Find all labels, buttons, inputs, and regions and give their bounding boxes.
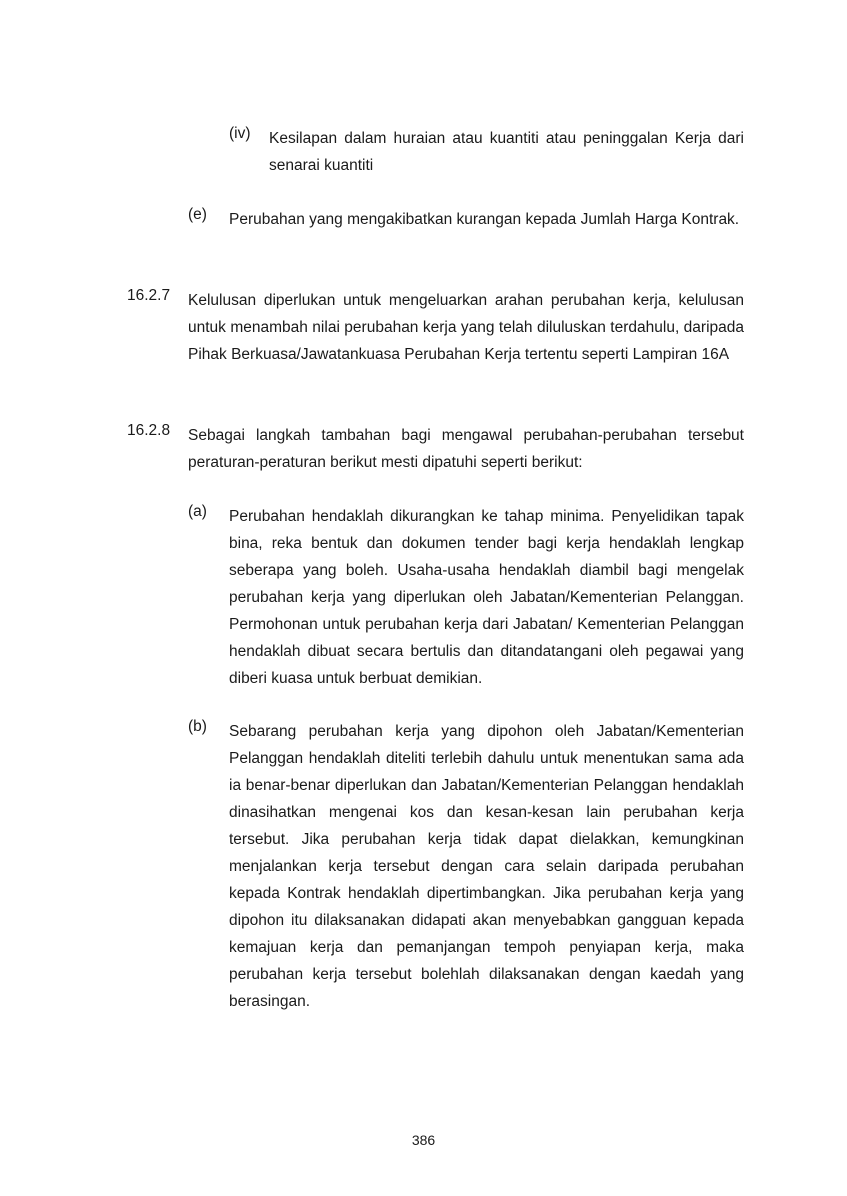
list-item-b: [188, 718, 744, 1015]
list-item-a: [188, 503, 744, 692]
list-item-e: [188, 206, 744, 233]
item-text: Perubahan yang mengakibatkan kurangan kepada Jumlah Harga Kontrak.: [229, 211, 740, 228]
item-text: Perubahan hendaklah dikurangkan ke tahap minima. Penyelidikan tapak bina, reka bentuk dan dokumen tender bagi kerja hendaklah lengkap seberapa yang boleh. Usaha-usaha hendaklah diambil bagi mengelak perubahan kerja yang diperlukan oleh Jabatan/Kementerian Pelanggan. Permohonan untuk perubahan kerja dari Jabatan/ Kementerian Pelanggan hendaklah dibuat secara bertulis dan ditandatangani oleh pegawai yang diberi kuasa untuk berbuat demikian.: [229, 508, 744, 687]
item-marker: (e): [188, 206, 207, 223]
item-marker: (b): [188, 718, 207, 735]
section-number: 16.2.8: [127, 422, 171, 439]
section-16-2-7: [127, 287, 744, 368]
item-text: Sebarang perubahan kerja yang dipohon oleh Jabatan/Kementerian Pelanggan hendaklah diteliti terlebih dahulu untuk menentukan sama ada ia benar-benar diperlukan dan Jabatan/Kementerian Pelanggan hendaklah dinasihatkan mengenai kos dan kesan-kesan lain perubahan kerja tersebut. Jika perubahan kerja tidak dapat dielakkan, kemungkinan menjalankan kerja tersebut dengan cara selain daripada perubahan kepada Kontrak hendaklah dipertimbangkan. Jika perubahan kerja yang dipohon itu dilaksanakan didapati akan menyebabkan gangguan kepada kemajuan kerja dan pemanjangan tempoh penyiapan kerja, maka perubahan kerja tersebut bolehlah dilaksanakan dengan kaedah yang berasingan.: [229, 723, 744, 1010]
item-text: Kesilapan dalam huraian atau kuantiti atau peninggalan Kerja dari senarai kuantiti: [269, 130, 744, 174]
page-number: 386: [411, 1132, 436, 1148]
section-number: 16.2.7: [127, 287, 171, 304]
section-text: Sebagai langkah tambahan bagi mengawal perubahan-perubahan tersebut peraturan-peraturan berikut mesti dipatuhi seperti berikut:: [188, 427, 744, 471]
section-16-2-8: [127, 422, 744, 476]
list-item-iv: [229, 125, 744, 179]
section-text: Kelulusan diperlukan untuk mengeluarkan arahan perubahan kerja, kelulusan untuk menambah nilai perubahan kerja yang telah diluluskan terdahulu, daripada Pihak Berkuasa/Jawatankuasa Perubahan Kerja tertentu seperti Lampiran 16A: [188, 292, 744, 363]
item-marker: (iv): [229, 125, 251, 142]
item-marker: (a): [188, 503, 207, 520]
